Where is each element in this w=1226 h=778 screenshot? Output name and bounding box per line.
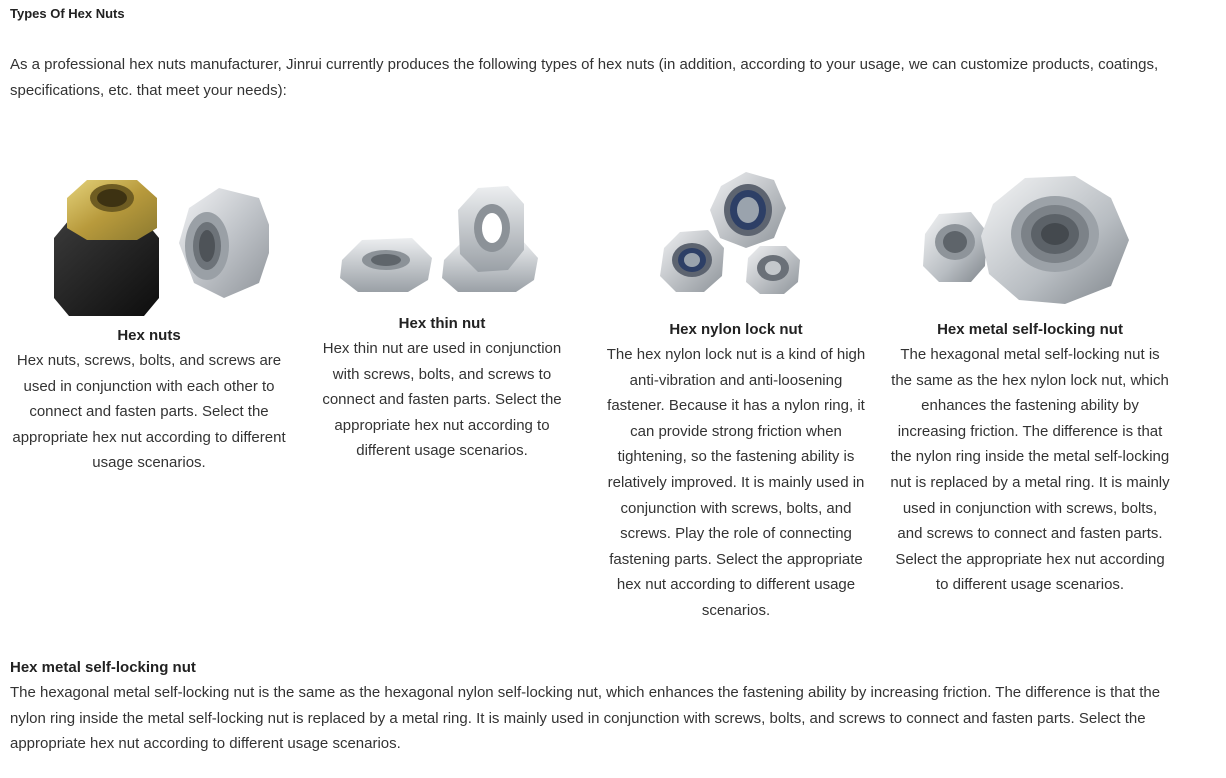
product-card-hex-thin-nut xyxy=(316,180,568,464)
detail-text: The hexagonal metal self-locking nut is the same as the hexagonal nylon self-locking nut, which enhances the fastening ability by increasing friction. The difference is that the nylon ring inside the metal self-locking nut is replaced by a metal ring. It is mainly used in conjunction with screws, bolts, and screws to connect and fasten parts. Select the appropriate hex nut according to different usage scenarios. xyxy=(10,684,1161,753)
hex-thin-nut-image xyxy=(332,180,552,300)
product-card-hex-nylon-lock-nut xyxy=(600,168,872,624)
hex-metal-self-locking-nut-image xyxy=(915,174,1145,308)
detail-title: Hex metal self-locking nut xyxy=(10,659,196,676)
hex-nylon-lock-nut-image xyxy=(656,168,816,308)
product-grid xyxy=(0,160,1180,630)
product-name: Hex nuts xyxy=(117,327,181,344)
product-description: Hex nuts, screws, bolts, and screws are used in conjunction with each other to connect and fasten parts. Select the appropriate hex nut according to different usage scenarios. xyxy=(12,352,286,472)
product-card-hex-nuts xyxy=(10,168,288,476)
product-description: The hexagonal metal self-locking nut is the same as the hex nylon lock nut, which enhances the fastening ability by increasing friction. The difference is that the nylon ring inside the metal self-locking nut is replaced by a metal ring. It is mainly used in conjunction with screws, bolts, and screws to connect and fasten parts. Select the appropriate hex nut according to different usage scenarios. xyxy=(890,346,1170,594)
intro-paragraph: As a professional hex nuts manufacturer, Jinrui currently produces the following types of hex nuts (in addition, according to your usage, we can customize products, coatings, specifications, etc. that meet your needs): xyxy=(10,56,1159,99)
hex-nuts-image xyxy=(29,168,269,318)
product-description: The hex nylon lock nut is a kind of high anti-vibration and anti-loosening fastener. Because it has a nylon ring, it can provide strong friction when tightening, so the fastening ability is relatively improved. It is mainly used in conjunction with screws, bolts, and screws. Play the role of connecting fastening parts. Select the appropriate hex nut according to different usage scenarios. xyxy=(606,346,866,619)
product-name: Hex metal self-locking nut xyxy=(937,321,1123,338)
detail-section xyxy=(10,656,1180,757)
product-card-hex-metal-self-locking-nut xyxy=(890,174,1170,598)
product-name: Hex nylon lock nut xyxy=(669,321,803,338)
product-description: Hex thin nut are used in conjunction with screws, bolts, and screws to connect and fasten parts. Select the appropriate hex nut according to different usage scenarios. xyxy=(322,340,562,460)
product-name: Hex thin nut xyxy=(398,315,486,332)
section-title: Types Of Hex Nuts xyxy=(10,6,125,21)
